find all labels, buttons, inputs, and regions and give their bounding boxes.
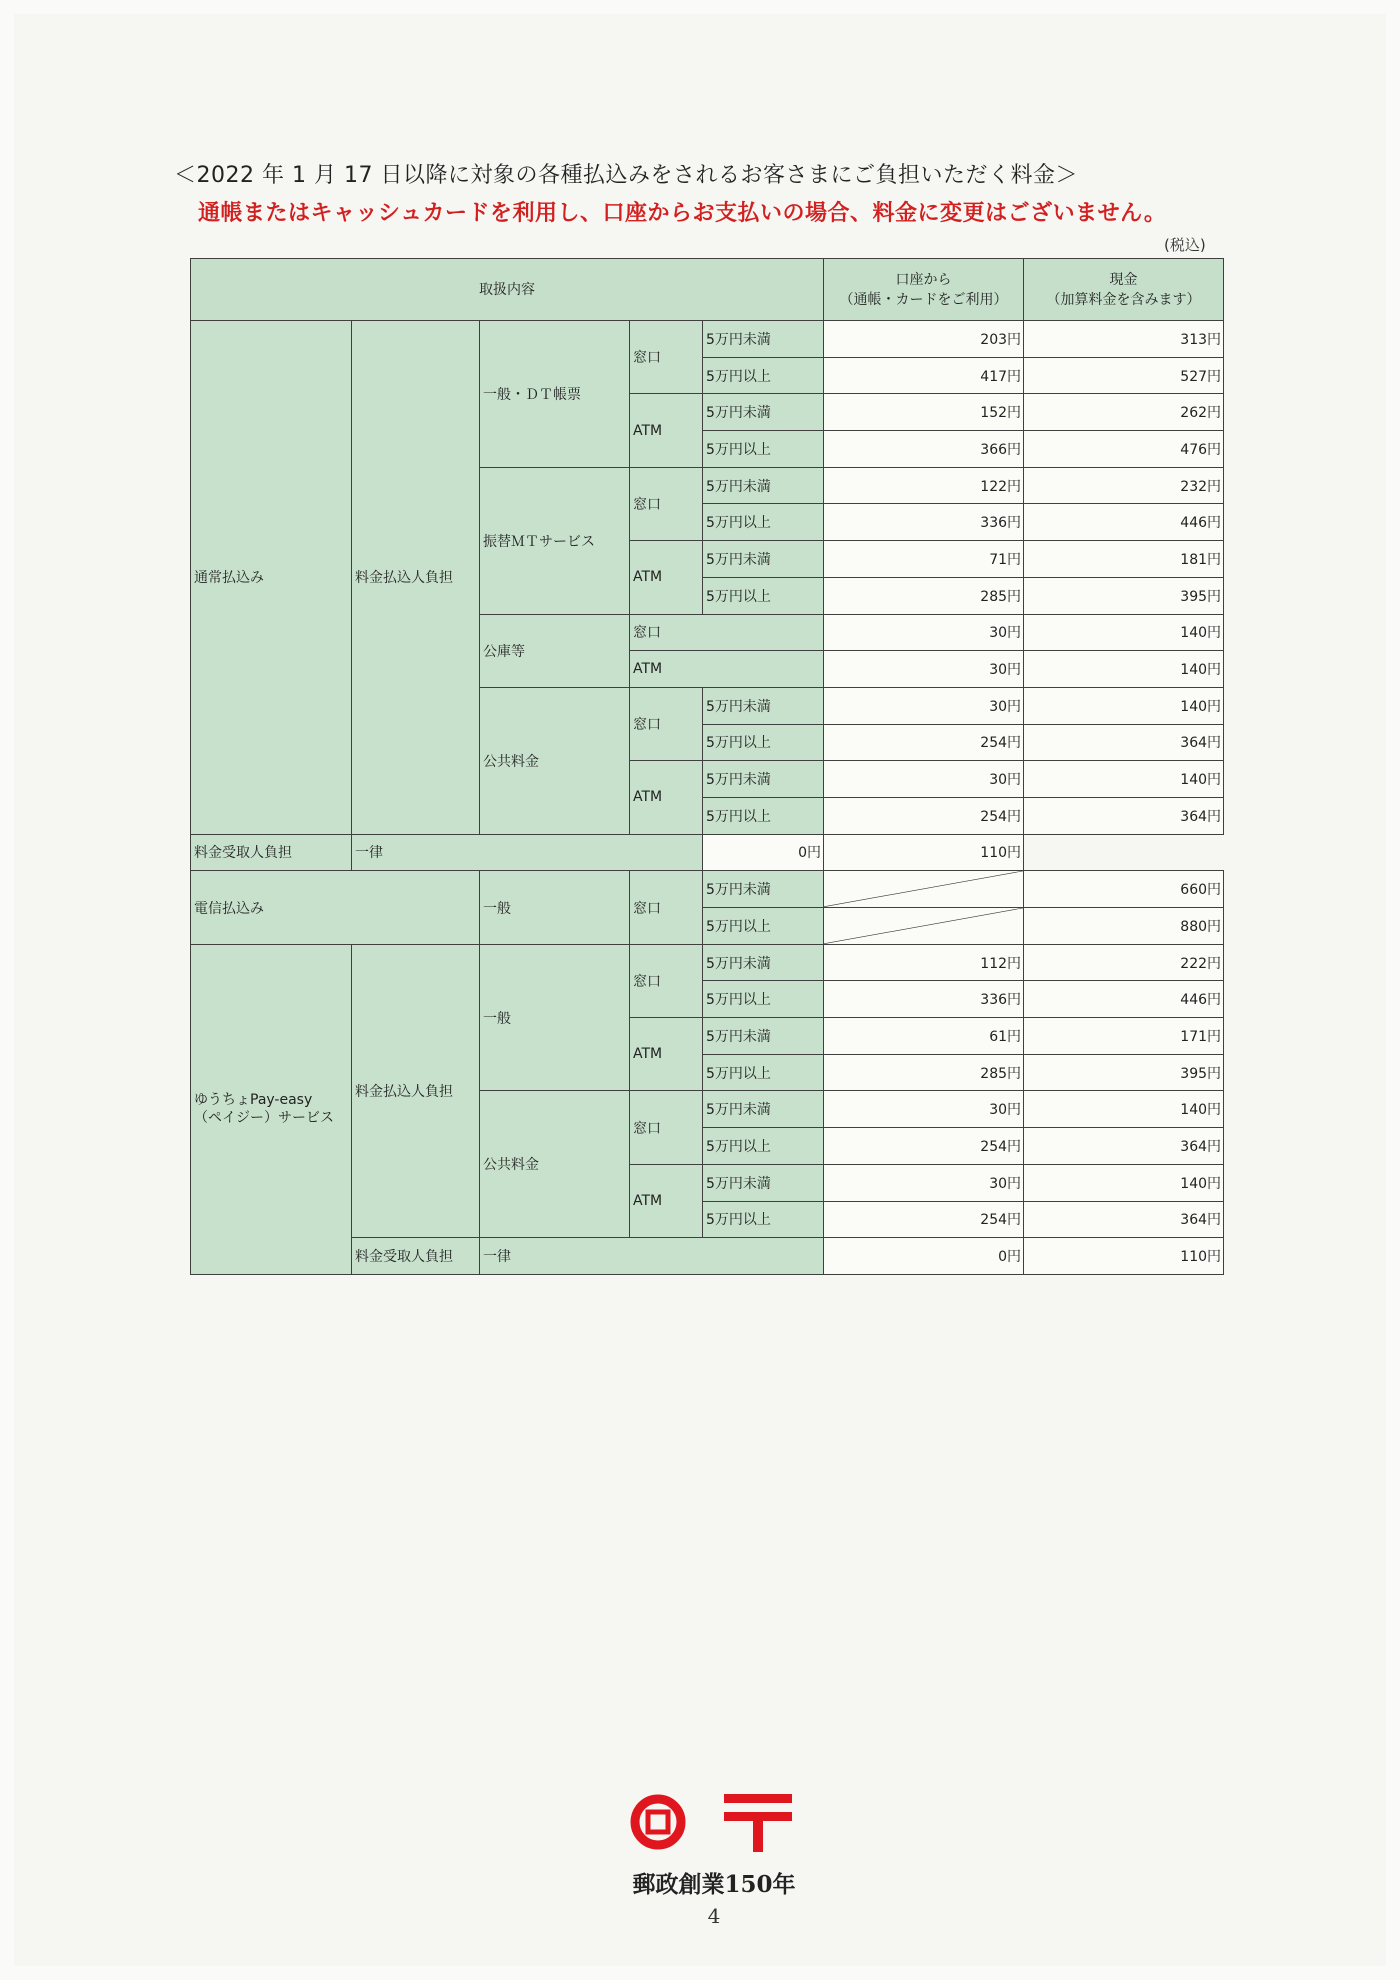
table-row xyxy=(191,871,1224,908)
amount-under: 5万円未満 xyxy=(703,1164,824,1201)
service-general: 一般 xyxy=(480,871,630,944)
amount-over: 5万円以上 xyxy=(703,1054,824,1091)
account-fee: 0円 xyxy=(824,1238,1024,1275)
account-fee: 61円 xyxy=(824,1018,1024,1055)
account-fee: 366円 xyxy=(824,431,1024,468)
account-fee: 30円 xyxy=(824,1091,1024,1128)
cash-fee: 313円 xyxy=(1024,321,1224,358)
channel-counter: 窓口 xyxy=(630,687,703,760)
table-row xyxy=(191,321,1224,358)
account-fee: 254円 xyxy=(824,1201,1024,1238)
channel-atm: ATM xyxy=(630,394,703,467)
service-general-dt: 一般・ＤＴ帳票 xyxy=(480,321,630,468)
channel-counter: 窓口 xyxy=(630,944,703,1017)
amount-over: 5万円以上 xyxy=(703,724,824,761)
amount-over: 5万円以上 xyxy=(703,981,824,1018)
payee-label: 料金受取人負担 xyxy=(191,834,352,871)
account-fee: 285円 xyxy=(824,1054,1024,1091)
header-account: 口座から （通帳・カードをご利用） xyxy=(824,259,1024,321)
amount-over: 5万円以上 xyxy=(703,504,824,541)
category-regular: 通常払込み xyxy=(191,321,352,835)
diagonal-line xyxy=(824,871,1023,907)
channel-counter: 窓口 xyxy=(630,467,703,540)
amount-under: 5万円未満 xyxy=(703,321,824,358)
cash-fee: 476円 xyxy=(1024,431,1224,468)
diagonal-line xyxy=(824,908,1023,944)
account-fee: 112円 xyxy=(824,944,1024,981)
amount-under: 5万円未満 xyxy=(703,467,824,504)
page-number: 4 xyxy=(707,1904,721,1928)
cash-fee: 395円 xyxy=(1024,1054,1224,1091)
cash-fee: 364円 xyxy=(1024,797,1224,834)
service-general: 一般 xyxy=(480,944,630,1091)
channel-atm: ATM xyxy=(630,761,703,834)
account-fee: 254円 xyxy=(824,724,1024,761)
account-fee: 122円 xyxy=(824,467,1024,504)
amount-under: 5万円未満 xyxy=(703,394,824,431)
account-fee: 30円 xyxy=(824,651,1024,688)
amount-under: 5万円未満 xyxy=(703,871,824,908)
cash-fee: 140円 xyxy=(1024,651,1224,688)
service-mt: 振替ＭＴサービス xyxy=(480,467,630,614)
cash-fee: 222円 xyxy=(1024,944,1224,981)
cash-fee: 110円 xyxy=(1024,1238,1224,1275)
account-fee: 30円 xyxy=(824,761,1024,798)
channel-counter: 窓口 xyxy=(630,1091,703,1164)
channel-atm: ATM xyxy=(630,1018,703,1091)
cash-fee: 880円 xyxy=(1024,908,1224,945)
payer-label: 料金払込人負担 xyxy=(352,944,480,1238)
cash-fee: 527円 xyxy=(1024,357,1224,394)
cash-fee: 140円 xyxy=(1024,1091,1224,1128)
table-row xyxy=(191,944,1224,981)
cash-fee: 660円 xyxy=(1024,871,1224,908)
account-fee: 30円 xyxy=(824,1164,1024,1201)
cash-fee: 395円 xyxy=(1024,577,1224,614)
amount-over: 5万円以上 xyxy=(703,908,824,945)
document-page xyxy=(14,14,1386,1966)
amount-under: 5万円未満 xyxy=(703,761,824,798)
payee-label: 料金受取人負担 xyxy=(352,1238,480,1275)
account-fee: 71円 xyxy=(824,541,1024,578)
cash-fee: 262円 xyxy=(1024,394,1224,431)
cash-fee: 446円 xyxy=(1024,504,1224,541)
category-payeasy: ゆうちょPay-easy （ペイジー）サービス xyxy=(191,944,352,1274)
cash-fee: 364円 xyxy=(1024,1128,1224,1165)
amount-under: 5万円未満 xyxy=(703,1018,824,1055)
amount-over: 5万円以上 xyxy=(703,1128,824,1165)
japan-post-logo-icon xyxy=(626,1790,806,1854)
amount-over: 5万円以上 xyxy=(703,577,824,614)
amount-under: 5万円未満 xyxy=(703,1091,824,1128)
notice-text: 通帳またはキャッシュカードを利用し、口座からお支払いの場合、料金に変更はございません。 xyxy=(198,201,1167,226)
not-applicable-cell xyxy=(824,871,1024,908)
cash-fee: 171円 xyxy=(1024,1018,1224,1055)
flat-label: 一律 xyxy=(480,1238,824,1275)
amount-over: 5万円以上 xyxy=(703,1201,824,1238)
tax-note: (税込) xyxy=(1164,236,1206,254)
amount-over: 5万円以上 xyxy=(703,797,824,834)
payer-label: 料金払込人負担 xyxy=(352,321,480,835)
amount-over: 5万円以上 xyxy=(703,431,824,468)
service-utility: 公共料金 xyxy=(480,687,630,834)
channel-atm: ATM xyxy=(630,541,703,614)
cash-fee: 110円 xyxy=(824,834,1024,871)
account-fee: 417円 xyxy=(824,357,1024,394)
account-fee: 152円 xyxy=(824,394,1024,431)
account-fee: 254円 xyxy=(824,797,1024,834)
table-header-row xyxy=(191,259,1224,321)
category-telegraph: 電信払込み xyxy=(191,871,480,944)
channel-counter: 窓口 xyxy=(630,614,824,651)
account-fee: 0円 xyxy=(703,834,824,871)
service-utility: 公共料金 xyxy=(480,1091,630,1238)
account-fee: 30円 xyxy=(824,614,1024,651)
channel-atm: ATM xyxy=(630,651,824,688)
header-cash: 現金 （加算料金を含みます） xyxy=(1024,259,1224,321)
table-row xyxy=(191,834,1224,871)
cash-fee: 181円 xyxy=(1024,541,1224,578)
amount-under: 5万円未満 xyxy=(703,687,824,724)
service-public-office: 公庫等 xyxy=(480,614,630,687)
cash-fee: 140円 xyxy=(1024,614,1224,651)
channel-counter: 窓口 xyxy=(630,871,703,944)
account-fee: 203円 xyxy=(824,321,1024,358)
account-fee: 254円 xyxy=(824,1128,1024,1165)
cash-fee: 446円 xyxy=(1024,981,1224,1018)
logo-caption: 郵政創業150年 xyxy=(632,1871,796,1898)
channel-counter: 窓口 xyxy=(630,321,703,394)
amount-under: 5万円未満 xyxy=(703,541,824,578)
cash-fee: 140円 xyxy=(1024,1164,1224,1201)
channel-atm: ATM xyxy=(630,1164,703,1237)
flat-label: 一律 xyxy=(352,834,703,871)
account-fee: 336円 xyxy=(824,981,1024,1018)
amount-over: 5万円以上 xyxy=(703,357,824,394)
amount-under: 5万円未満 xyxy=(703,944,824,981)
cash-fee: 140円 xyxy=(1024,687,1224,724)
cash-fee: 364円 xyxy=(1024,724,1224,761)
not-applicable-cell xyxy=(824,908,1024,945)
cash-fee: 364円 xyxy=(1024,1201,1224,1238)
account-fee: 30円 xyxy=(824,687,1024,724)
fee-table xyxy=(190,258,1224,1275)
cash-fee: 140円 xyxy=(1024,761,1224,798)
page-heading: ＜2022 年 1 月 17 日以降に対象の各種払込みをされるお客さまにご負担いただく料金＞ xyxy=(174,163,1078,188)
account-fee: 285円 xyxy=(824,577,1024,614)
account-fee: 336円 xyxy=(824,504,1024,541)
cash-fee: 232円 xyxy=(1024,467,1224,504)
header-subject: 取扱内容 xyxy=(191,259,824,321)
